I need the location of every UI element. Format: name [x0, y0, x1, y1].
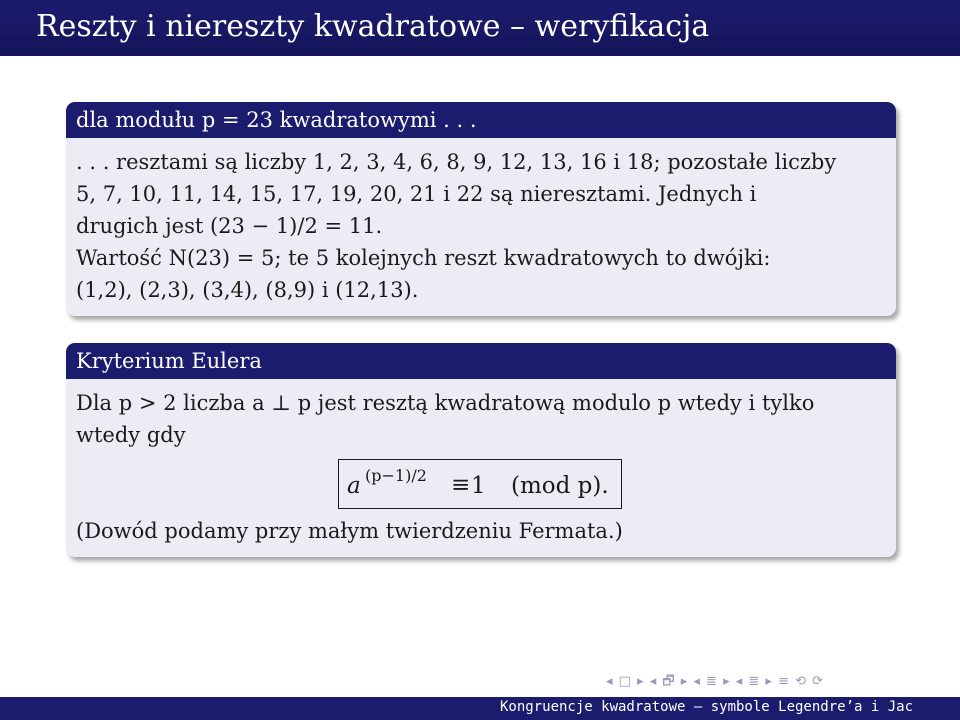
footer-title: Kongruencje kwadratowe — symbole Legendre’a i Jac [500, 699, 914, 715]
proof-note: (Dowód podamy przy małym twierdzeniu Fermata.) [76, 519, 623, 543]
title-bar [0, 0, 960, 56]
euler-criterion-body [66, 379, 896, 557]
boxed-formula [338, 459, 622, 509]
text-line: drugich jest (23 − 1)/2 = 11. [76, 214, 383, 238]
example-block-header: dla modułu p = 23 kwadratowymi . . . [66, 102, 896, 138]
formula-row [76, 451, 886, 515]
slide-title: Reszty i niereszty kwadratowe – weryfikacja [36, 9, 710, 44]
beamer-navigation-bar[interactable]: ◂ □ ▸ ◂ 🗗 ▸ ◂ ≣ ▸ ◂ ≣ ▸ ≡ ⟲ ⟳ [606, 674, 825, 689]
text-line: Wartość N(23) = 5; te 5 kolejnych reszt kwadratowych to dwójki: [76, 246, 771, 270]
text-line: 5, 7, 10, 11, 14, 15, 17, 19, 20, 21 i 22 są nieresztami. Jednych i [76, 182, 757, 206]
text-line: (1,2), (2,3), (3,4), (8,9) i (12,13). [76, 278, 419, 302]
example-block-body [66, 138, 896, 316]
formula-modulus: (mod p). [511, 473, 609, 499]
text-line: Dla p > 2 liczba a ⊥ p jest resztą kwadratową modulo p wtedy i tylko [76, 391, 815, 415]
formula-base: a [347, 473, 361, 499]
footer-bar [0, 697, 960, 720]
text-line: wtedy gdy [76, 423, 186, 447]
formula-value: 1 [471, 473, 486, 499]
example-block [66, 102, 896, 316]
euler-criterion-block [66, 343, 896, 557]
euler-criterion-header: Kryterium Eulera [66, 343, 896, 379]
text-line: . . . resztami są liczby 1, 2, 3, 4, 6, 8, 9, 12, 13, 16 i 18; pozostałe liczby [76, 150, 837, 174]
formula-exponent: (p−1)/2 [365, 466, 427, 485]
formula-relation: ≡ [451, 472, 471, 498]
